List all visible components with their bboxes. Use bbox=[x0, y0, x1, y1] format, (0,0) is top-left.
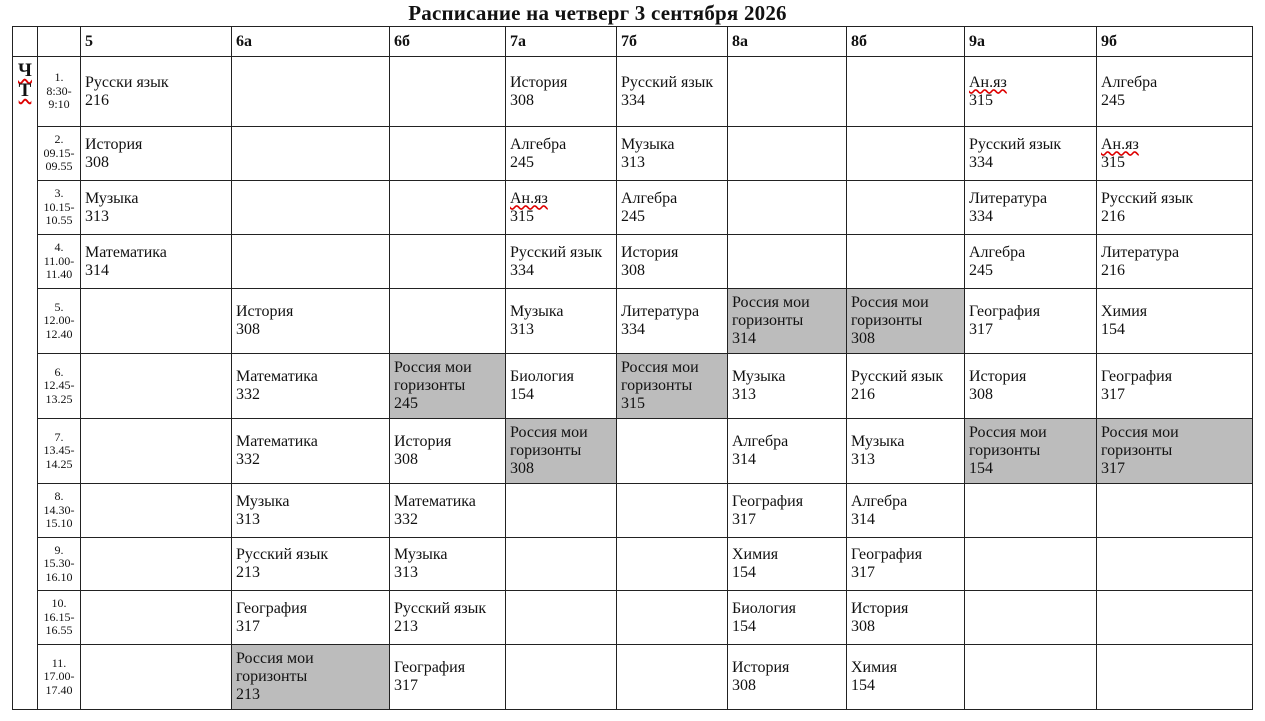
lesson-cell bbox=[728, 127, 847, 181]
room-number: 317 bbox=[394, 677, 418, 694]
subject-name: Русски язык bbox=[85, 73, 169, 91]
room-number: 317 bbox=[236, 617, 260, 635]
lesson-cell bbox=[965, 645, 1097, 710]
subject-name: Русский язык bbox=[969, 135, 1062, 153]
lesson-cell bbox=[232, 181, 390, 235]
lesson-cell bbox=[847, 127, 965, 181]
day-letter: Т bbox=[18, 80, 32, 101]
lesson-cell bbox=[728, 235, 847, 289]
room-number: 308 bbox=[851, 617, 875, 635]
room-number: 317 bbox=[732, 510, 756, 528]
lesson-start-time: 16.15- bbox=[43, 609, 75, 624]
lesson-number: 8. bbox=[54, 489, 64, 504]
lesson-number: 2. bbox=[54, 132, 64, 147]
room-number: 313 bbox=[236, 510, 260, 528]
room-number: 154 bbox=[1101, 321, 1125, 338]
lesson-start-time: 11.00- bbox=[43, 253, 75, 268]
lesson-cell bbox=[390, 484, 506, 538]
lesson-cell bbox=[1097, 354, 1253, 419]
room-number: 332 bbox=[394, 510, 418, 528]
subject-name: Россия мои горизонты bbox=[394, 359, 472, 394]
lesson-cell bbox=[617, 645, 728, 710]
subject-name: Русский язык bbox=[851, 368, 944, 385]
room-number: 245 bbox=[621, 207, 645, 225]
lesson-cell bbox=[728, 538, 847, 591]
lesson-cell bbox=[232, 484, 390, 538]
lesson-cell bbox=[847, 181, 965, 235]
lesson-end-time: 13.25 bbox=[45, 391, 73, 406]
lesson-cell bbox=[1097, 591, 1253, 645]
lesson-start-time: 09.15- bbox=[43, 145, 75, 160]
lesson-cell bbox=[506, 235, 617, 289]
subject-name: Алгебра bbox=[969, 243, 1026, 261]
lesson-cell bbox=[390, 181, 506, 235]
room-number: 314 bbox=[732, 330, 756, 347]
lesson-cell bbox=[232, 235, 390, 289]
lesson-row bbox=[13, 419, 1253, 484]
lesson-cell bbox=[965, 57, 1097, 127]
lesson-time bbox=[38, 484, 81, 538]
subject-name: Ан.яз bbox=[969, 73, 1007, 91]
room-number: 334 bbox=[969, 153, 993, 171]
page-title: Расписание на четверг 3 сентября 2026 bbox=[408, 1, 787, 25]
lesson-number: 6. bbox=[54, 364, 64, 379]
subject-name: История bbox=[621, 243, 679, 261]
room-number: 308 bbox=[85, 153, 109, 171]
room-number: 313 bbox=[621, 153, 645, 171]
lesson-row bbox=[13, 289, 1253, 354]
lesson-end-time: 16.55 bbox=[45, 623, 73, 638]
lesson-cell bbox=[390, 235, 506, 289]
room-number: 334 bbox=[969, 207, 993, 225]
room-number: 245 bbox=[969, 261, 993, 279]
lesson-time bbox=[38, 127, 81, 181]
room-number: 245 bbox=[510, 153, 534, 171]
lesson-cell bbox=[81, 591, 232, 645]
room-number: 332 bbox=[236, 451, 260, 468]
subject-name: Русский язык bbox=[1101, 189, 1194, 207]
lesson-cell bbox=[728, 354, 847, 419]
room-number: 313 bbox=[85, 207, 109, 225]
lesson-start-time: 12.45- bbox=[43, 378, 75, 393]
subject-name: Алгебра bbox=[621, 189, 678, 207]
lesson-cell bbox=[81, 57, 232, 127]
room-number: 317 bbox=[969, 321, 993, 338]
lesson-cell bbox=[232, 591, 390, 645]
lesson-cell bbox=[617, 127, 728, 181]
lesson-cell bbox=[232, 538, 390, 591]
lesson-cell bbox=[81, 289, 232, 354]
lesson-end-time: 09.55 bbox=[45, 159, 73, 174]
lesson-cell bbox=[81, 484, 232, 538]
lesson-cell bbox=[506, 419, 617, 484]
subject-name: Русский язык bbox=[510, 243, 603, 261]
lesson-time bbox=[38, 181, 81, 235]
subject-name: Музыка bbox=[236, 492, 290, 510]
subject-name: История bbox=[85, 135, 143, 153]
lesson-end-time: 11.40 bbox=[45, 267, 73, 282]
header-corner-time bbox=[38, 27, 81, 57]
lesson-row bbox=[13, 235, 1253, 289]
lesson-cell bbox=[728, 484, 847, 538]
subject-name: Ан.яз bbox=[510, 189, 548, 207]
lesson-cell bbox=[617, 57, 728, 127]
lesson-number: 1. bbox=[54, 70, 64, 85]
lesson-cell bbox=[506, 645, 617, 710]
lesson-row bbox=[13, 538, 1253, 591]
lesson-time bbox=[38, 57, 81, 127]
header-row bbox=[13, 27, 1253, 57]
lesson-number: 9. bbox=[54, 542, 64, 557]
lesson-number: 4. bbox=[54, 240, 64, 255]
subject-name: Россия мои горизонты bbox=[969, 424, 1047, 459]
lesson-cell bbox=[965, 354, 1097, 419]
lesson-start-time: 12.00- bbox=[43, 313, 75, 328]
subject-name: Музыка bbox=[621, 135, 675, 153]
lesson-row bbox=[13, 57, 1253, 127]
lesson-row bbox=[13, 591, 1253, 645]
lesson-cell bbox=[617, 289, 728, 354]
subject-name: История bbox=[394, 433, 452, 450]
lesson-start-time: 10.15- bbox=[43, 199, 75, 214]
class-header-5: 5 bbox=[81, 27, 232, 57]
lesson-row bbox=[13, 484, 1253, 538]
lesson-cell bbox=[1097, 127, 1253, 181]
subject-name: Россия мои горизонты bbox=[510, 424, 588, 459]
lesson-cell bbox=[81, 419, 232, 484]
lesson-time bbox=[38, 591, 81, 645]
lesson-start-time: 8:30- bbox=[46, 83, 72, 98]
lesson-cell bbox=[81, 645, 232, 710]
subject-name: Музыка bbox=[732, 368, 786, 385]
room-number: 314 bbox=[732, 451, 756, 468]
room-number: 314 bbox=[85, 261, 109, 279]
subject-name: Литература bbox=[1101, 243, 1180, 261]
subject-name: География bbox=[1101, 368, 1173, 385]
lesson-cell bbox=[965, 289, 1097, 354]
lesson-row bbox=[13, 354, 1253, 419]
lesson-cell bbox=[390, 354, 506, 419]
room-number: 154 bbox=[510, 386, 534, 403]
lesson-cell bbox=[617, 181, 728, 235]
lesson-cell bbox=[965, 181, 1097, 235]
subject-name: История bbox=[969, 368, 1027, 385]
lesson-cell bbox=[232, 289, 390, 354]
day-label bbox=[13, 57, 38, 127]
subject-name: Математика bbox=[236, 368, 318, 385]
room-number: 308 bbox=[732, 677, 756, 694]
lesson-cell bbox=[232, 645, 390, 710]
subject-name: География bbox=[236, 599, 308, 617]
room-number: 308 bbox=[510, 91, 534, 109]
lesson-cell bbox=[617, 591, 728, 645]
lesson-cell bbox=[1097, 181, 1253, 235]
room-number: 334 bbox=[621, 91, 645, 109]
lesson-number: 5. bbox=[54, 299, 64, 314]
lesson-cell bbox=[506, 57, 617, 127]
lesson-cell bbox=[232, 127, 390, 181]
lesson-end-time: 15.10 bbox=[45, 516, 73, 531]
lesson-start-time: 17.00- bbox=[43, 669, 75, 684]
room-number: 334 bbox=[621, 321, 645, 338]
lesson-start-time: 15.30- bbox=[43, 556, 75, 571]
lesson-cell bbox=[390, 538, 506, 591]
room-number: 213 bbox=[236, 564, 260, 581]
class-header-8b: 8б bbox=[847, 27, 965, 57]
subject-name: Математика bbox=[85, 243, 167, 261]
room-number: 308 bbox=[969, 386, 993, 403]
lesson-cell bbox=[617, 484, 728, 538]
subject-name: Математика bbox=[236, 433, 318, 450]
lesson-time bbox=[38, 419, 81, 484]
lesson-row bbox=[13, 645, 1253, 710]
room-number: 216 bbox=[851, 386, 875, 403]
class-header-8a: 8а bbox=[728, 27, 847, 57]
lesson-cell bbox=[506, 354, 617, 419]
room-number: 245 bbox=[394, 395, 418, 412]
lesson-cell bbox=[847, 289, 965, 354]
subject-name: История bbox=[510, 73, 568, 91]
lesson-cell bbox=[390, 127, 506, 181]
room-number: 154 bbox=[732, 564, 756, 581]
room-number: 332 bbox=[236, 386, 260, 403]
lesson-time bbox=[38, 538, 81, 591]
lesson-cell bbox=[965, 591, 1097, 645]
lesson-cell bbox=[81, 538, 232, 591]
lesson-cell bbox=[617, 235, 728, 289]
subject-name: Музыка bbox=[851, 433, 905, 450]
subject-name: История bbox=[732, 659, 790, 676]
lesson-cell bbox=[1097, 419, 1253, 484]
subject-name: География bbox=[851, 546, 923, 563]
lesson-cell bbox=[390, 57, 506, 127]
class-header-7b: 7б bbox=[617, 27, 728, 57]
subject-name: Литература bbox=[621, 303, 700, 320]
room-number: 313 bbox=[851, 451, 875, 468]
subject-name: Химия bbox=[1101, 303, 1148, 320]
subject-name: История bbox=[236, 303, 294, 320]
room-number: 314 bbox=[851, 510, 875, 528]
subject-name: География bbox=[969, 303, 1041, 320]
room-number: 308 bbox=[236, 321, 260, 338]
room-number: 216 bbox=[1101, 207, 1125, 225]
subject-name: География bbox=[732, 492, 804, 510]
lesson-cell bbox=[847, 645, 965, 710]
lesson-cell bbox=[728, 419, 847, 484]
subject-name: История bbox=[851, 599, 909, 617]
room-number: 216 bbox=[1101, 261, 1125, 279]
lesson-cell bbox=[81, 181, 232, 235]
subject-name: Музыка bbox=[85, 189, 139, 207]
subject-name: Алгебра bbox=[1101, 73, 1158, 91]
day-column-blank bbox=[13, 127, 38, 710]
lesson-time bbox=[38, 645, 81, 710]
lesson-start-time: 13.45- bbox=[43, 443, 75, 458]
lesson-cell bbox=[847, 538, 965, 591]
lesson-end-time: 17.40 bbox=[45, 682, 73, 697]
subject-name: Россия мои горизонты bbox=[236, 650, 314, 685]
room-number: 216 bbox=[85, 91, 109, 109]
header-corner-day bbox=[13, 27, 38, 57]
subject-name: Музыка bbox=[510, 303, 564, 320]
lesson-cell bbox=[81, 127, 232, 181]
lesson-cell bbox=[965, 235, 1097, 289]
lesson-cell bbox=[728, 289, 847, 354]
lesson-cell bbox=[506, 127, 617, 181]
room-number: 317 bbox=[1101, 386, 1125, 403]
subject-name: Россия мои горизонты bbox=[1101, 424, 1179, 459]
lesson-cell bbox=[506, 181, 617, 235]
subject-name: Музыка bbox=[394, 546, 448, 563]
lesson-cell bbox=[728, 645, 847, 710]
lesson-cell bbox=[847, 354, 965, 419]
lesson-end-time: 14.25 bbox=[45, 456, 73, 471]
lesson-end-time: 9:10 bbox=[48, 97, 70, 112]
lesson-cell bbox=[847, 235, 965, 289]
lesson-end-time: 16.10 bbox=[45, 569, 73, 584]
lesson-cell bbox=[1097, 57, 1253, 127]
class-header-7a: 7а bbox=[506, 27, 617, 57]
room-number: 313 bbox=[732, 386, 756, 403]
room-number: 213 bbox=[394, 617, 418, 635]
room-number: 313 bbox=[394, 564, 418, 581]
room-number: 315 bbox=[621, 395, 645, 412]
class-header-9b: 9б bbox=[1097, 27, 1253, 57]
room-number: 154 bbox=[851, 677, 875, 694]
lesson-row bbox=[13, 181, 1253, 235]
lesson-row bbox=[13, 127, 1253, 181]
subject-name: Ан.яз bbox=[1101, 135, 1139, 153]
lesson-number: 10. bbox=[51, 596, 67, 611]
lesson-time bbox=[38, 289, 81, 354]
lesson-cell bbox=[232, 354, 390, 419]
room-number: 315 bbox=[510, 207, 534, 225]
subject-name: География bbox=[394, 659, 466, 676]
room-number: 308 bbox=[394, 451, 418, 468]
room-number: 154 bbox=[732, 617, 756, 635]
lesson-cell bbox=[847, 419, 965, 484]
lesson-cell bbox=[847, 484, 965, 538]
lesson-cell bbox=[617, 538, 728, 591]
lesson-cell bbox=[232, 57, 390, 127]
subject-name: Россия мои горизонты bbox=[732, 294, 810, 329]
lesson-cell bbox=[506, 289, 617, 354]
room-number: 308 bbox=[510, 460, 534, 477]
room-number: 245 bbox=[1101, 91, 1125, 109]
room-number: 317 bbox=[1101, 460, 1125, 477]
lesson-cell bbox=[617, 419, 728, 484]
lesson-end-time: 10.55 bbox=[45, 213, 73, 228]
subject-name: Химия bbox=[851, 659, 898, 676]
room-number: 154 bbox=[969, 460, 993, 477]
lesson-cell bbox=[617, 354, 728, 419]
lesson-cell bbox=[1097, 645, 1253, 710]
lesson-cell bbox=[965, 484, 1097, 538]
lesson-start-time: 14.30- bbox=[43, 502, 75, 517]
subject-name: Биология bbox=[732, 599, 797, 617]
lesson-cell bbox=[728, 181, 847, 235]
lesson-cell bbox=[506, 591, 617, 645]
lesson-cell bbox=[390, 591, 506, 645]
room-number: 334 bbox=[510, 261, 534, 279]
subject-name: Химия bbox=[732, 546, 779, 563]
room-number: 313 bbox=[510, 321, 534, 338]
room-number: 315 bbox=[969, 91, 993, 109]
class-header-6a: 6а bbox=[232, 27, 390, 57]
lesson-cell bbox=[728, 57, 847, 127]
lesson-cell bbox=[506, 538, 617, 591]
day-letter: Ч bbox=[18, 60, 32, 81]
room-number: 317 bbox=[851, 564, 875, 581]
subject-name: Русский язык bbox=[621, 73, 714, 91]
subject-name: Алгебра bbox=[510, 135, 567, 153]
subject-name: Алгебра bbox=[732, 433, 789, 450]
lesson-cell bbox=[965, 419, 1097, 484]
lesson-number: 7. bbox=[54, 429, 64, 444]
lesson-cell bbox=[390, 645, 506, 710]
lesson-cell bbox=[232, 419, 390, 484]
room-number: 308 bbox=[851, 330, 875, 347]
lesson-cell bbox=[506, 484, 617, 538]
lesson-cell bbox=[81, 235, 232, 289]
lesson-end-time: 12.40 bbox=[45, 326, 73, 341]
subject-name: Биология bbox=[510, 368, 575, 385]
lesson-time bbox=[38, 354, 81, 419]
lesson-cell bbox=[1097, 235, 1253, 289]
subject-name: Алгебра bbox=[851, 492, 908, 510]
lesson-cell bbox=[1097, 484, 1253, 538]
lesson-cell bbox=[1097, 538, 1253, 591]
room-number: 308 bbox=[621, 261, 645, 279]
lesson-cell bbox=[81, 354, 232, 419]
lesson-cell bbox=[390, 289, 506, 354]
lesson-cell bbox=[847, 57, 965, 127]
lesson-cell bbox=[847, 591, 965, 645]
subject-name: Математика bbox=[394, 492, 476, 510]
subject-name: Русский язык bbox=[394, 599, 487, 617]
subject-name: Россия мои горизонты bbox=[851, 294, 929, 329]
lesson-number: 11. bbox=[51, 655, 67, 670]
class-header-9a: 9а bbox=[965, 27, 1097, 57]
subject-name: Литература bbox=[969, 189, 1048, 207]
room-number: 315 bbox=[1101, 153, 1125, 171]
lesson-time bbox=[38, 235, 81, 289]
lesson-cell bbox=[965, 127, 1097, 181]
room-number: 213 bbox=[236, 686, 260, 703]
class-header-6b: 6б bbox=[390, 27, 506, 57]
lesson-cell bbox=[965, 538, 1097, 591]
lesson-cell bbox=[390, 419, 506, 484]
subject-name: Русский язык bbox=[236, 546, 329, 563]
lesson-cell bbox=[728, 591, 847, 645]
lesson-number: 3. bbox=[54, 186, 64, 201]
lesson-cell bbox=[1097, 289, 1253, 354]
subject-name: Россия мои горизонты bbox=[621, 359, 699, 394]
schedule-table bbox=[12, 26, 1253, 710]
